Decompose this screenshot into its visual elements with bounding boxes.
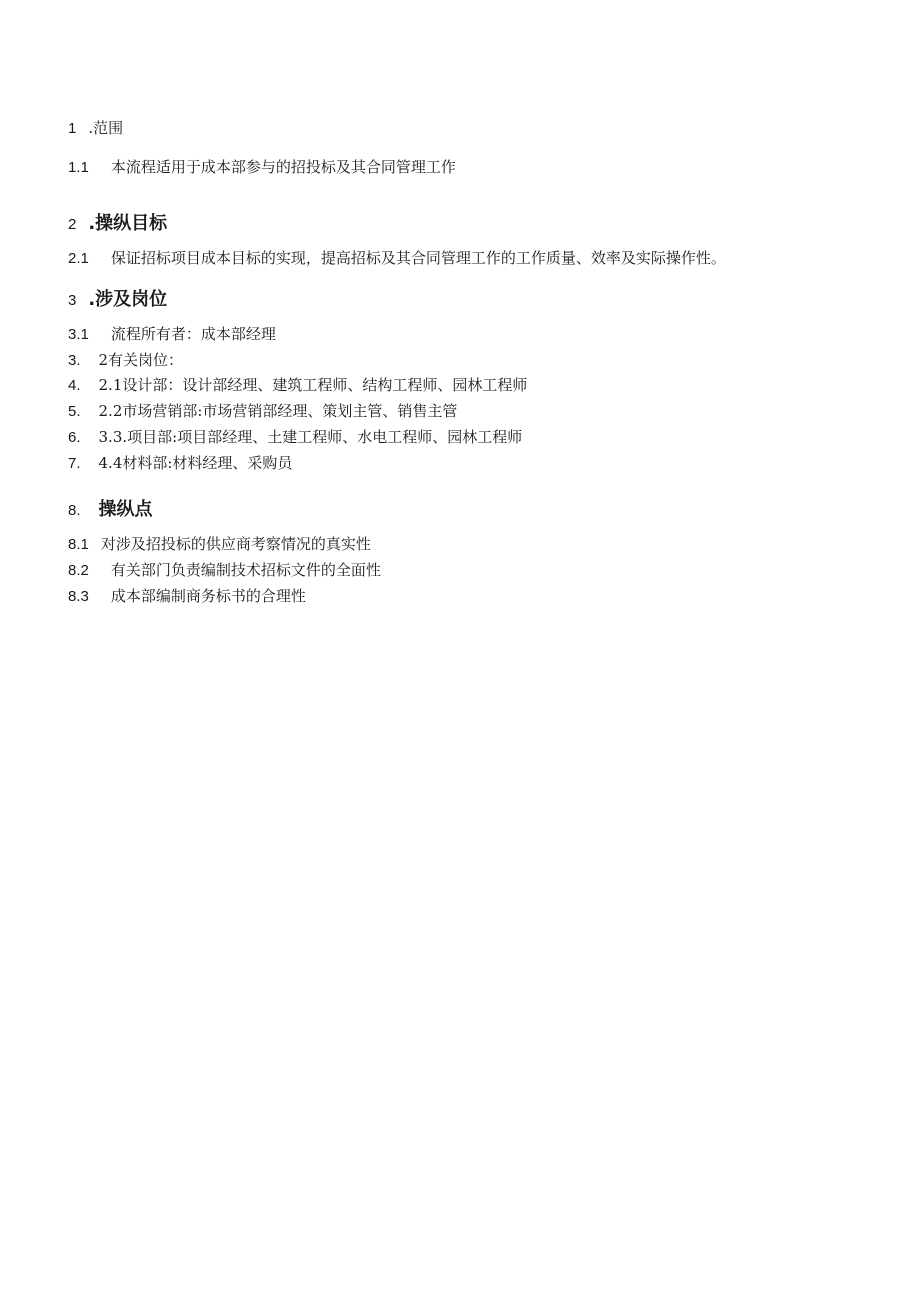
- item-number: 2.1: [68, 250, 89, 267]
- item-number: 8.1: [68, 536, 89, 553]
- item-8-2: [68, 560, 381, 581]
- section-1-heading: [68, 118, 123, 139]
- item-text: 本流程适用于成本部参与的招投标及其合同管理工作: [110, 158, 456, 176]
- item-text: 3.3.项目部:项目部经理、土建工程师、水电工程师、园林工程师: [98, 428, 523, 446]
- item-1-1: [68, 157, 456, 178]
- item-number: 3.1: [68, 326, 89, 343]
- item-6: [68, 427, 522, 448]
- item-7: [68, 453, 292, 474]
- section-title: .范围: [88, 119, 124, 137]
- item-8-1: [68, 534, 371, 555]
- item-text: 2.1设计部：设计部经理、建筑工程师、结构工程师、园林工程师: [98, 376, 528, 394]
- item-3-1: [68, 324, 276, 345]
- section-title: .涉及岗位: [88, 289, 168, 310]
- section-number: 8.: [68, 502, 81, 519]
- item-text: 保证招标项目成本目标的实现，提高招标及其合同管理工作的工作质量、效率及实际操作性。: [110, 249, 726, 267]
- item-8-3: [68, 586, 306, 607]
- item-text: 4.4材料部:材料经理、采购员: [98, 454, 293, 472]
- item-number: 8.2: [68, 562, 89, 579]
- item-2-1: [68, 248, 726, 269]
- item-text: 流程所有者：成本部经理: [110, 325, 276, 343]
- section-number: 2: [68, 216, 77, 233]
- section-number: 1: [68, 120, 77, 137]
- item-3-2: [68, 350, 183, 371]
- item-number: 8.3: [68, 588, 89, 605]
- item-number: 3.: [68, 352, 81, 369]
- item-text: 有关部门负责编制技术招标文件的全面性: [110, 561, 381, 579]
- item-5: [68, 401, 457, 422]
- section-number: 3: [68, 292, 77, 309]
- item-number: 5.: [68, 403, 81, 420]
- section-title: 操纵点: [98, 499, 153, 520]
- item-number: 1.1: [68, 159, 89, 176]
- section-8-heading: [68, 500, 153, 521]
- section-2-heading: [68, 214, 167, 235]
- section-title: .操纵目标: [88, 213, 168, 234]
- item-text: 2有关岗位：: [98, 351, 184, 369]
- item-number: 6.: [68, 429, 81, 446]
- item-number: 4.: [68, 377, 81, 394]
- item-text: 对涉及招投标的供应商考察情况的真实性: [100, 535, 371, 553]
- section-3-heading: [68, 290, 167, 311]
- item-4: [68, 375, 527, 396]
- item-number: 7.: [68, 455, 81, 472]
- item-text: 2.2市场营销部:市场营销部经理、策划主管、销售主管: [98, 402, 458, 420]
- item-text: 成本部编制商务标书的合理性: [110, 587, 306, 605]
